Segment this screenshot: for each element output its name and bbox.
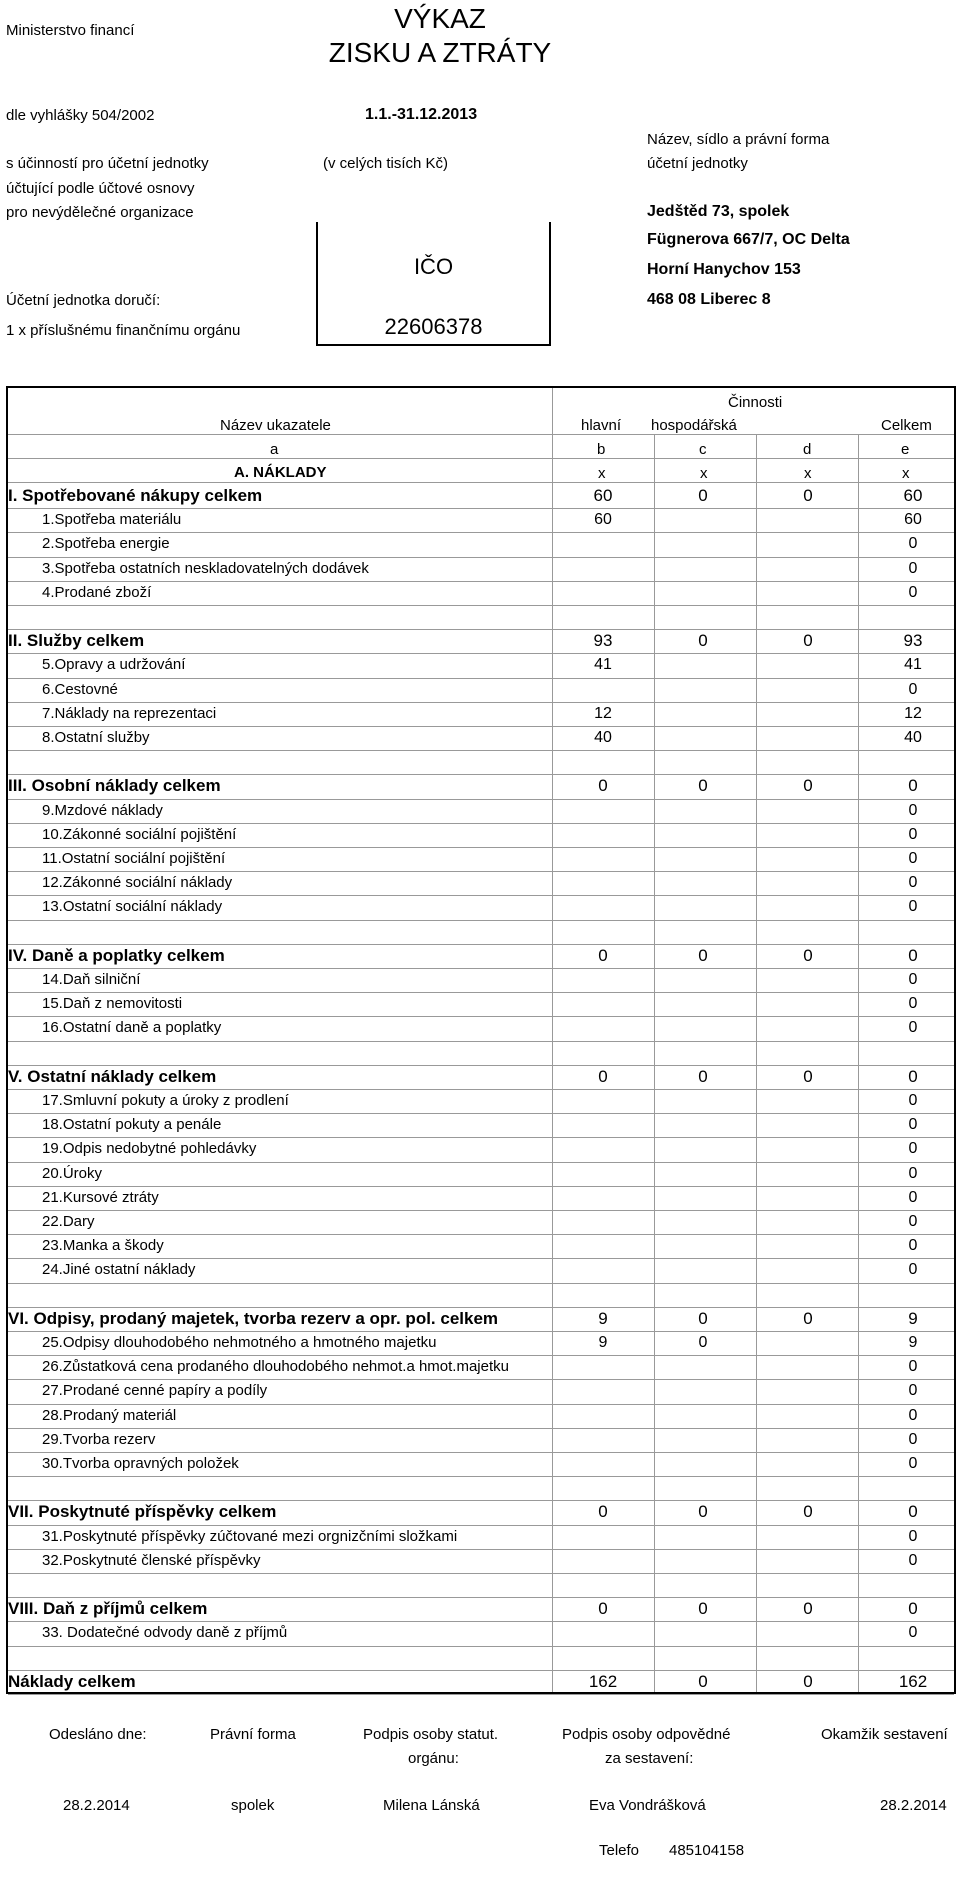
cell-d: 0 [803, 1502, 813, 1522]
statutory-label: Podpis osoby statut. [363, 1726, 499, 1743]
row-label: I. Spotřebované nákupy celkem [8, 486, 263, 505]
cell-e: 0 [908, 898, 918, 916]
ico-label: IČO [413, 254, 454, 279]
row-label: IV. Daně a poplatky celkem [8, 945, 225, 965]
row-label: 15.Daň z nemovitosti [42, 995, 183, 1013]
table-row [8, 508, 954, 532]
row-label: 26.Zůstatková cena prodaného dlouhodobého nehmot.a hmot.majetku [42, 1358, 509, 1376]
table-row [8, 1089, 954, 1113]
table-row [8, 532, 954, 556]
row-label: 32.Poskytnuté členské příspěvky [42, 1551, 261, 1569]
row-label: 8.Ostatní služby [42, 729, 150, 746]
table-row [8, 726, 954, 750]
col-total-header: Celkem [881, 417, 932, 434]
cell-e: 0 [908, 535, 918, 553]
row-label: 13.Ostatní sociální náklady [42, 898, 223, 916]
report-title-line1: VÝKAZ [394, 3, 486, 34]
cell-e: 0 [908, 801, 918, 819]
letter-b: b [597, 441, 606, 458]
cell-e: 0 [908, 1164, 918, 1182]
entity-city: 468 08 Liberec 8 [647, 291, 771, 308]
row-label: 14.Daň silniční [42, 971, 141, 988]
cell-e: 9 [908, 1308, 918, 1328]
row-label: 5.Opravy a udržování [42, 656, 186, 674]
period-label: 1.1.-31.12.2013 [365, 106, 478, 123]
row-label: 2.Spotřeba energie [42, 535, 170, 553]
cell-b: 40 [594, 729, 612, 746]
row-label: Náklady celkem [8, 1671, 136, 1691]
table-row [8, 871, 954, 895]
cell-e: 0 [908, 1116, 918, 1134]
cell-e: 0 [908, 776, 918, 796]
cell-b: 0 [598, 945, 608, 965]
cell-e: 60 [904, 511, 922, 529]
table-row [8, 557, 954, 581]
cell-d: 0 [803, 1671, 813, 1691]
moment-date: 28.2.2014 [880, 1797, 947, 1814]
responsible-label: Podpis osoby odpovědné [562, 1726, 731, 1743]
responsible-label-2: za sestavení: [605, 1750, 694, 1767]
row-label: 4.Prodané zboží [42, 583, 152, 601]
cell-e: 41 [904, 656, 922, 674]
ico-value: 22606378 [384, 314, 483, 339]
table-row [8, 1355, 954, 1379]
cell-e: 60 [903, 486, 923, 505]
cell-e: 0 [908, 1213, 918, 1230]
row-label: 29.Tvorba rezerv [42, 1430, 156, 1448]
table-row [8, 1137, 954, 1161]
entity-caption-2: účetní jednotky [647, 155, 748, 172]
table-row [8, 799, 954, 823]
section-a-mark-c: x [700, 465, 708, 482]
statutory-name: Milena Lánská [383, 1797, 480, 1814]
section-a-title: A. NÁKLADY [234, 464, 327, 481]
cell-b: 9 [598, 1308, 608, 1328]
cell-c: 0 [698, 945, 708, 965]
section-a-mark-d: x [804, 465, 812, 482]
cell-e: 0 [908, 1237, 918, 1255]
table-row [8, 653, 954, 677]
section-row [8, 774, 954, 798]
table-row [8, 1210, 954, 1234]
cell-d: 0 [803, 1066, 813, 1086]
cell-e: 0 [908, 1066, 918, 1086]
responsible-name: Eva Vondrášková [589, 1797, 706, 1814]
signature-block [6, 1694, 956, 1881]
cell-b: 0 [598, 1599, 608, 1619]
row-label: 28.Prodaný materiál [42, 1406, 177, 1424]
section-row [8, 1670, 954, 1694]
cell-e: 0 [908, 1188, 918, 1206]
row-label: V. Ostatní náklady celkem [8, 1066, 217, 1086]
legal-form-label: Právní forma [210, 1726, 296, 1743]
row-label: 16.Ostatní daně a poplatky [42, 1019, 222, 1037]
row-label: 10.Zákonné sociální pojištění [42, 825, 237, 843]
row-label: 12.Zákonné sociální náklady [42, 874, 233, 892]
cell-e: 0 [908, 1430, 918, 1448]
cell-e: 0 [908, 559, 918, 577]
table-row [8, 992, 954, 1016]
cell-e: 0 [908, 825, 918, 843]
cell-b: 9 [598, 1334, 608, 1351]
row-label: II. Služby celkem [8, 631, 145, 651]
cell-b: 60 [593, 486, 613, 505]
table-row [8, 1186, 954, 1210]
row-label: 30.Tvorba opravných položek [42, 1455, 239, 1472]
row-label: 23.Manka a škody [42, 1237, 164, 1255]
cell-e: 40 [904, 729, 922, 746]
section-row [8, 1307, 954, 1331]
delivers-to-label: 1 x příslušnému finančnímu orgánu [6, 322, 241, 339]
cell-c: 0 [698, 1066, 708, 1086]
row-label: 6.Cestovné [42, 680, 118, 698]
cell-e: 0 [908, 583, 918, 601]
table-row [8, 847, 954, 871]
entity-name: Jedštěd 73, spolek [647, 203, 790, 220]
cell-d: 0 [803, 1308, 813, 1328]
table-row [8, 895, 954, 919]
cell-e: 0 [908, 850, 918, 867]
table-row [8, 1428, 954, 1452]
cell-d: 0 [803, 776, 813, 796]
cell-e: 9 [908, 1334, 918, 1351]
table-row [8, 1379, 954, 1403]
units-label: (v celých tisích Kč) [323, 155, 449, 172]
table-row [8, 1452, 954, 1476]
cell-c: 0 [698, 1308, 708, 1328]
row-label: 20.Úroky [42, 1164, 103, 1182]
scope-line-3: pro nevýdělečné organizace [6, 204, 194, 221]
cell-e: 0 [908, 1624, 918, 1642]
row-label: 27.Prodané cenné papíry a podíly [42, 1382, 268, 1400]
row-label: 17.Smluvní pokuty a úroky z prodlení [42, 1092, 289, 1109]
scope-line-2: účtující podle účtové osnovy [6, 180, 195, 197]
cell-e: 0 [908, 1406, 918, 1424]
row-label: 22.Dary [42, 1213, 95, 1230]
table-row [8, 1621, 954, 1645]
row-label: VII. Poskytnuté příspěvky celkem [8, 1502, 277, 1522]
row-label: 18.Ostatní pokuty a penále [42, 1116, 222, 1134]
row-label: 25.Odpisy dlouhodobého nehmotného a hmotného majetku [42, 1334, 437, 1351]
section-row [8, 484, 954, 508]
cell-c: 0 [698, 776, 708, 796]
table-row [8, 1162, 954, 1186]
row-label: 11.Ostatní sociální pojištění [42, 850, 226, 867]
table-row [8, 823, 954, 847]
cell-e: 0 [908, 1455, 918, 1472]
row-label: 21.Kursové ztráty [42, 1188, 159, 1206]
row-label: 7.Náklady na reprezentaci [42, 704, 217, 722]
statutory-label-2: orgánu: [408, 1750, 459, 1767]
report-title-line2: ZISKU A ZTRÁTY [328, 37, 552, 68]
table-row [8, 1016, 954, 1040]
cell-e: 0 [908, 1599, 918, 1619]
section-row [8, 629, 954, 653]
section-row [8, 944, 954, 968]
row-label: 3.Spotřeba ostatních neskladovatelných dodávek [42, 559, 369, 577]
cell-b: 93 [593, 631, 613, 651]
cell-b: 0 [598, 1066, 608, 1086]
col-economic-header: hospodářská [651, 417, 737, 434]
row-label: 33. Dodatečné odvody daně z příjmů [42, 1624, 288, 1642]
letter-c: c [699, 441, 707, 458]
cell-d: 0 [803, 486, 813, 505]
cell-e: 93 [903, 631, 923, 651]
letter-e: e [901, 441, 910, 458]
letter-a: a [270, 441, 279, 458]
cell-d: 0 [803, 631, 813, 651]
cell-c: 0 [698, 1502, 708, 1522]
cell-c: 0 [698, 1334, 708, 1351]
entity-district: Horní Hanychov 153 [647, 261, 801, 278]
cell-e: 162 [898, 1671, 928, 1691]
table-row [8, 1331, 954, 1355]
regulation-label: dle vyhlášky 504/2002 [6, 107, 155, 124]
section-row [8, 1597, 954, 1621]
row-label: 1.Spotřeba materiálu [42, 511, 182, 529]
legal-form-value: spolek [231, 1797, 275, 1814]
cell-b: 162 [588, 1671, 618, 1691]
col-name-header: Název ukazatele [220, 417, 331, 434]
section-a-mark-e: x [902, 465, 910, 482]
table-row [8, 1525, 954, 1549]
cell-e: 0 [908, 995, 918, 1013]
cell-e: 0 [908, 1382, 918, 1400]
cell-e: 0 [908, 945, 918, 965]
cell-e: 0 [908, 1140, 918, 1158]
table-row [8, 702, 954, 726]
letter-d: d [803, 441, 812, 458]
phone-value: 485104158 [669, 1842, 745, 1859]
table-row [8, 1234, 954, 1258]
table-row [8, 1258, 954, 1282]
row-label: VI. Odpisy, prodaný majetek, tvorba rezerv a opr. pol. celkem [8, 1308, 499, 1328]
cell-e: 0 [908, 874, 918, 892]
activities-header: Činnosti [728, 394, 783, 411]
table-row [8, 1549, 954, 1573]
cell-b: 0 [598, 1502, 608, 1522]
cell-e: 0 [908, 1358, 918, 1376]
scope-line-1: s účinností pro účetní jednotky [6, 155, 209, 172]
cell-e: 0 [908, 1527, 918, 1545]
ico-box [316, 222, 551, 346]
ministry-label: Ministerstvo financí [6, 22, 135, 39]
cell-d: 0 [803, 945, 813, 965]
cell-c: 0 [698, 631, 708, 651]
row-label: 19.Odpis nedobytné pohledávky [42, 1140, 257, 1158]
section-row [8, 1065, 954, 1089]
row-label: VIII. Daň z příjmů celkem [8, 1599, 208, 1619]
section-row [8, 1500, 954, 1524]
row-label: 31.Poskytnuté příspěvky zúčtované mezi orgnizčními složkami [42, 1527, 458, 1545]
profit-loss-table [6, 386, 956, 1694]
sent-date: 28.2.2014 [63, 1797, 130, 1814]
cell-e: 0 [908, 1261, 918, 1279]
cell-c: 0 [698, 1599, 708, 1619]
sent-label: Odesláno dne: [49, 1726, 147, 1743]
cell-e: 0 [908, 1551, 918, 1569]
row-label: III. Osobní náklady celkem [8, 776, 221, 796]
moment-label: Okamžik sestavení [821, 1726, 948, 1743]
cell-e: 12 [904, 704, 922, 722]
table-row [8, 968, 954, 992]
table-row [8, 1113, 954, 1137]
section-a-mark-b: x [598, 465, 606, 482]
table-row [8, 581, 954, 605]
cell-d: 0 [803, 1599, 813, 1619]
cell-b: 60 [594, 511, 612, 529]
row-label: 9.Mzdové náklady [42, 801, 163, 819]
cell-e: 0 [908, 1502, 918, 1522]
cell-e: 0 [908, 680, 918, 698]
entity-street: Fügnerova 667/7, OC Delta [647, 231, 850, 248]
cell-b: 41 [594, 656, 612, 674]
cell-e: 0 [908, 1019, 918, 1037]
phone-label: Telefo [599, 1842, 640, 1859]
row-label: 24.Jiné ostatní náklady [42, 1261, 196, 1279]
table-row [8, 678, 954, 702]
cell-c: 0 [698, 1671, 708, 1691]
delivers-label: Účetní jednotka doručí: [6, 292, 161, 309]
cell-b: 0 [598, 776, 608, 796]
cell-b: 12 [594, 704, 612, 722]
entity-caption-1: Název, sídlo a právní forma [647, 131, 830, 148]
table-row [8, 1404, 954, 1428]
cell-e: 0 [908, 971, 918, 988]
col-main-header: hlavní [581, 417, 622, 434]
cell-c: 0 [698, 486, 708, 505]
cell-e: 0 [908, 1092, 918, 1109]
